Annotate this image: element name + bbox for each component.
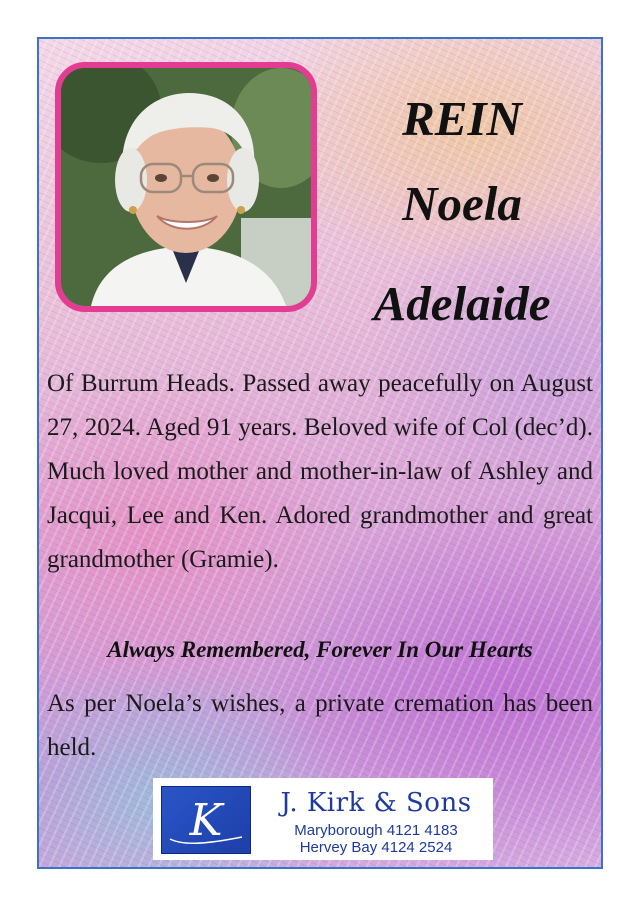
notice-body: Of Burrum Heads. Passed away peacefully on August 27, 2024. Aged 91 years. Beloved wife of Col (dec’d). Much loved mother and mother-in-law of Ashley and Jacqui, Lee and Ken. Adored grandmother and great grandmother (Gramie). bbox=[47, 370, 593, 573]
logo-letter: K bbox=[189, 795, 223, 846]
first-name: Noela bbox=[402, 176, 522, 231]
funeral-director-ad bbox=[153, 778, 493, 860]
funeral-director-logo bbox=[161, 786, 251, 854]
notice-closing: As per Noela’s wishes, a private cremation has been held. bbox=[47, 690, 593, 761]
firm-name: J. Kirk & Sons bbox=[280, 788, 472, 818]
location-maryborough: Maryborough 4121 4183 bbox=[294, 822, 458, 839]
deceased-name bbox=[329, 84, 595, 354]
portrait-photo bbox=[55, 62, 317, 312]
portrait-illustration bbox=[61, 68, 311, 306]
location-hervey-bay: Hervey Bay 4124 2524 bbox=[299, 839, 453, 856]
death-notice-card bbox=[37, 37, 603, 869]
surname: REIN bbox=[402, 91, 522, 146]
memorial-tagline: Always Remembered, Forever In Our Hearts bbox=[107, 637, 533, 662]
middle-name: Adelaide bbox=[373, 276, 551, 331]
